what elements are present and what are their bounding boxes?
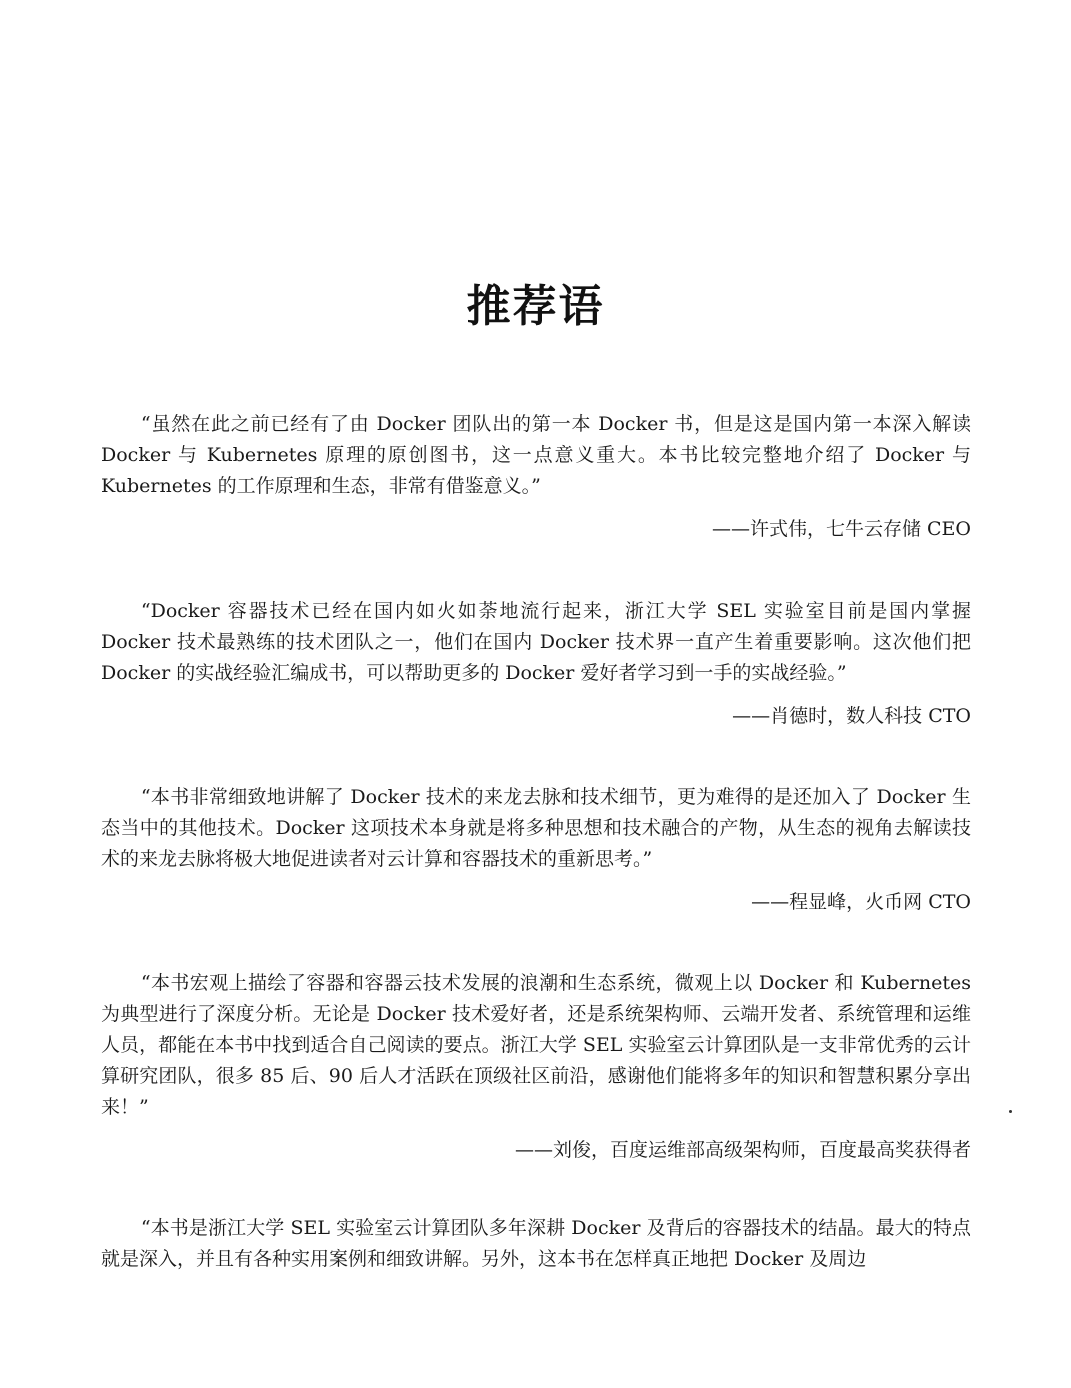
endorsement-text: “本书宏观上描绘了容器和容器云技术发展的浪潮和生态系统，微观上以 Docker 和 Kubernetes 为典型进行了深度分析。无论是 Docker 技术爱好者，还是系统架构师、云端开发者、系统管理和运维人员，都能在本书中找到适合自己阅读的要点。浙江大学 SEL 实验室云计算团队是一支非常优秀的云计算研究团队，很多 85 后、90 后人才活跃在顶级社区前沿，感谢他们能将多年的知识和智慧积累分享出来！” bbox=[101, 972, 971, 1118]
endorsement-text: “虽然在此之前已经有了由 Docker 团队出的第一本 Docker 书，但是这是国内第一本深入解读 Docker 与 Kubernetes 原理的原创图书，这一点意义重大。本书比较完整地介绍了 Docker 与 Kubernetes 的工作原理和生态，非常有借鉴意义。” bbox=[101, 413, 971, 497]
endorsement-attribution: ——肖德时，数人科技 CTO bbox=[732, 705, 971, 727]
endorsement-text: “Docker 容器技术已经在国内如火如荼地流行起来，浙江大学 SEL 实验室目前是国内掌握 Docker 技术最熟练的技术团队之一，他们在国内 Docker 技术界一直产生着重要影响。这次他们把 Docker 的实战经验汇编成书，可以帮助更多的 Docker 爱好者学习到一手的实战经验。” bbox=[101, 600, 971, 684]
endorsement-4 bbox=[101, 968, 971, 1165]
endorsement-attribution: ——许式伟，七牛云存储 CEO bbox=[711, 518, 971, 540]
endorsement-text: “本书非常细致地讲解了 Docker 技术的来龙去脉和技术细节，更为难得的是还加入了 Docker 生态当中的其他技术。Docker 这项技术本身就是将多种思想和技术融合的产物，从生态的视角去解读技术的来龙去脉将极大地促进读者对云计算和容器技术的重新思考。” bbox=[101, 786, 971, 870]
scan-speck bbox=[1009, 1110, 1012, 1113]
endorsement-attribution: ——刘俊，百度运维部高级架构师，百度最高奖获得者 bbox=[514, 1139, 971, 1161]
endorsement-3 bbox=[101, 782, 971, 917]
endorsement-text: “本书是浙江大学 SEL 实验室云计算团队多年深耕 Docker 及背后的容器技术的结晶。最大的特点就是深入，并且有各种实用案例和细致讲解。另外，这本书在怎样真正地把 Docker 及周边 bbox=[101, 1217, 971, 1270]
endorsement-5 bbox=[101, 1213, 971, 1275]
endorsement-1 bbox=[101, 409, 971, 544]
endorsement-attribution: ——程显峰，火币网 CTO bbox=[751, 891, 971, 913]
endorsement-2 bbox=[101, 596, 971, 731]
page-title: 推荐语 bbox=[466, 281, 605, 332]
